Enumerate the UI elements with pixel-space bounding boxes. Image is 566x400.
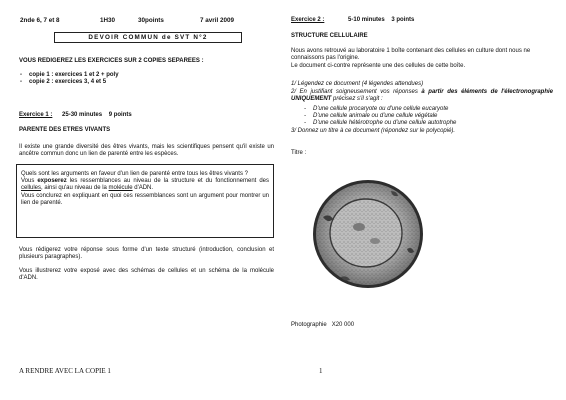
- exercise2-q1: 1/ Légendez ce document (4 légendes attendues): [291, 81, 424, 87]
- exercise2-intro1: Nous avons retrouvé au laboratoire 1 boîte contenant des cellules en culture dont nous ne connaissons pas l'origine.: [291, 48, 531, 62]
- exercise2-q2: [291, 89, 553, 103]
- copy-1: - copie 1 : exercices 1 et 2 + poly: [20, 72, 260, 79]
- header-points: 30points: [138, 17, 164, 24]
- exercise2-intro2: Le document ci-contre représente une des cellules de cette boîte.: [291, 63, 466, 69]
- exercise2-subtitle: STRUCTURE CELLULAIRE: [291, 33, 368, 39]
- exercise2-option-1: - D'une cellule procaryote ou d'une cellule eucaryote: [304, 106, 544, 113]
- question-cellules: cellules: [21, 185, 42, 192]
- question-line2: [21, 178, 269, 192]
- exercise1-intro: Il existe une grande diversité des êtres vivants, mais les scientifiques pensent qu'il existe un ancêtre commun donc un lien de parenté entre les espèces.: [19, 144, 274, 158]
- exam-title: DEVOIR COMMUN de SVT N°2: [54, 32, 242, 43]
- exercise1-note2: Vous illustrerez votre exposé avec des schémas de cellules et un schéma de la molécule d'ADN.: [19, 268, 274, 282]
- photo-caption: Photographie X20 000: [291, 322, 355, 328]
- header-class: 2nde 6, 7 et 8: [20, 17, 60, 24]
- exercise2-q3: 3/ Donnez un titre à ce document (répondez sur le polycopié).: [291, 128, 456, 134]
- question-line2-pre: Vous: [21, 178, 38, 185]
- question-line1: Quels sont les arguments en faveur d'un lien de parenté entre tous les êtres vivants ?: [21, 171, 248, 177]
- header-duration: 1H30: [100, 17, 116, 24]
- footer-note: A RENDRE AVEC LA COPIE 1: [19, 367, 111, 375]
- exercise2-option-2: - D'une cellule animale ou d'une cellule végétale: [304, 113, 544, 120]
- exercise1-time-points: 25-30 minutes 9 points: [62, 112, 132, 118]
- question-line2-bold: exposerez: [37, 178, 67, 185]
- exercise2-header: [291, 17, 551, 24]
- header-date: 7 avril 2009: [200, 17, 234, 24]
- question-line3: Vous conclurez en expliquant en quoi ces ressemblances sont un argument pour montrer un lien de parenté.: [21, 192, 269, 206]
- header: [20, 17, 280, 25]
- exercise2-option-3: - D'une cellule hétérotrophe ou d'une cellule autotrophe: [304, 120, 544, 127]
- copy-2: - copie 2 : exercices 3, 4 et 5: [20, 79, 260, 86]
- exercise2-q2-bold: à partir des éléments de l'électronographie UNIQUEMENT: [291, 89, 553, 103]
- cell-micrograph: [311, 177, 425, 291]
- question-molecule: molécule: [108, 185, 133, 192]
- exercise2-q2-pre: 2/ En justifiant soigneusement vos réponses: [291, 89, 422, 95]
- exercise2-options: [304, 106, 544, 128]
- page-number: 1: [319, 367, 323, 375]
- cell-micrograph-image: [311, 177, 425, 291]
- instructions-heading: VOUS REDIGEREZ LES EXERCICES SUR 2 COPIES SEPAREES :: [19, 58, 204, 64]
- exercise2-title-label: Titre :: [291, 150, 307, 156]
- exercise2-label: Exercice 2 :: [291, 17, 325, 23]
- question-line2-end: d'ADN.: [132, 185, 154, 192]
- question-line2-mid: , ainsi qu'au niveau de la: [41, 185, 109, 192]
- exercise2-time-points: 5-10 minutes 3 points: [348, 17, 415, 23]
- exercise1-note1: Vous rédigerez votre réponse sous forme d'un texte structuré (introduction, conclusion et plusieurs paragraphes).: [19, 247, 274, 261]
- copies-list: [20, 72, 260, 86]
- exercise1-label: Exercice 1 :: [19, 112, 53, 118]
- exercise1-subtitle: PARENTE DES ETRES VIVANTS: [19, 127, 111, 133]
- exercise1-question-box: [16, 164, 274, 238]
- exercise2-q2-post: précisez s'il s'agit :: [331, 96, 383, 103]
- question-line2-post: les ressemblances au niveau de la structure et du fonctionnement des: [66, 178, 270, 185]
- exercise1-header: [19, 112, 279, 119]
